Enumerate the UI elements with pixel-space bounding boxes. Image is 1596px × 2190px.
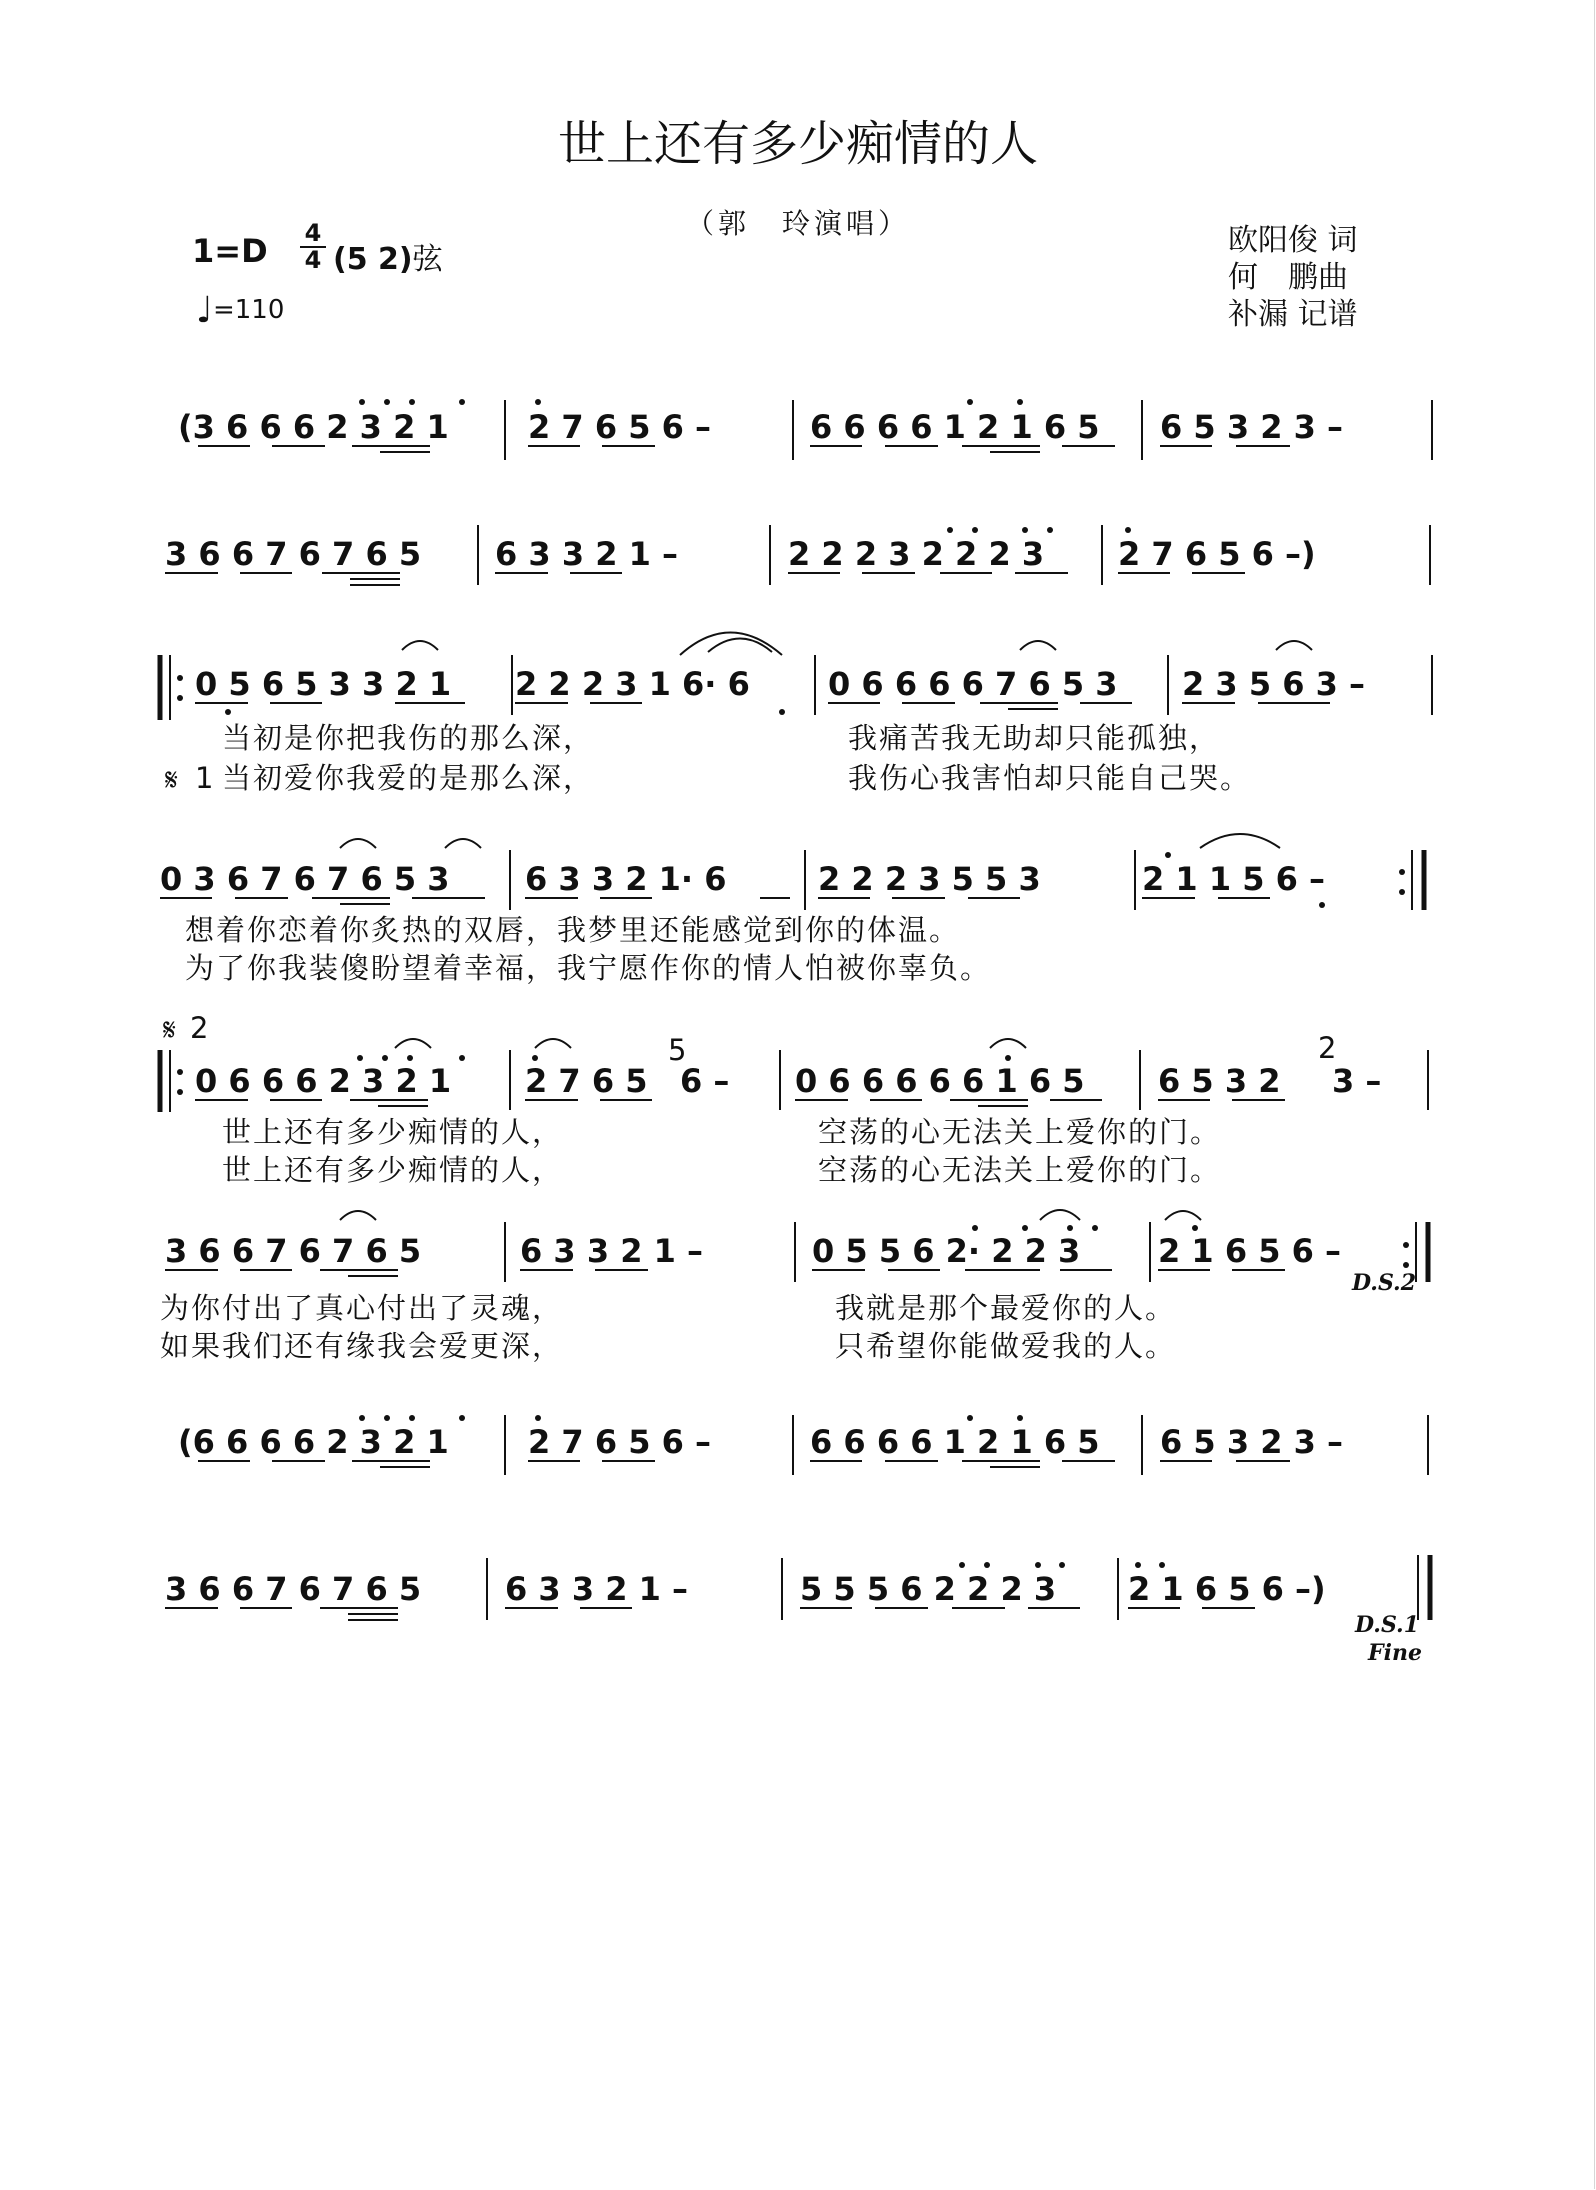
note-text: 2 2 2 3 1 6· 6: [515, 665, 750, 703]
note-text: 6 5 3 2 3 –: [1160, 408, 1344, 446]
note-text: 2 7 6 5 6 –: [528, 408, 712, 446]
note-text: 0 5 5 6 2· 2 2 3: [812, 1232, 1081, 1270]
score-line-5: [160, 1011, 1428, 1187]
note-text: 6 3 3 2 1 –: [520, 1232, 704, 1270]
grace-note: 5: [668, 1033, 689, 1067]
note-text: 2 1 6 5 6 –): [1128, 1570, 1326, 1608]
score-line-3: [160, 633, 1432, 799]
lyric-line-v2a: 如果我们还有缘我会爱更深，: [160, 1329, 564, 1363]
lyric-line-v1a: 世上还有多少痴情的人，: [222, 1115, 564, 1149]
note-text: 3 6 6 7 6 7 6 5: [165, 535, 422, 573]
tempo-value: =110: [212, 295, 285, 325]
note-text: 2 2 2 3 5 5 3: [818, 860, 1041, 898]
ties: [340, 834, 1280, 848]
transcriber-credit: 补漏 记谱: [1228, 297, 1358, 332]
lyric-line-v2: 为了你我装傻盼望着幸福，我宁愿作你的情人怕被你辜负。: [185, 951, 992, 985]
note-text: 2 1 6 5 6 –: [1158, 1232, 1342, 1270]
note-text: 6 5 3 2 3 –: [1160, 1423, 1344, 1461]
note-text: 6 3 3 2 1 –: [505, 1570, 689, 1608]
lyric-line-v1a: 为你付出了真心付出了灵魂，: [160, 1291, 564, 1325]
note-text: 0 6 6 6 2 3 2 1: [195, 1062, 452, 1100]
score-line-8: [165, 1555, 1430, 1666]
underlines: [195, 1100, 1285, 1106]
lyricist-credit: 欧阳俊 词: [1228, 223, 1358, 258]
ties: [340, 1210, 1201, 1220]
note-text: 0 6 6 6 6 6 1 6 5: [795, 1062, 1085, 1100]
octave-dots: [947, 527, 1131, 533]
note-text: 3 –: [1332, 1062, 1382, 1100]
note-text: 2 3 5 6 3 –: [1182, 665, 1366, 703]
segno-label: 2: [190, 1011, 211, 1045]
note-text: 3 6 6 7 6 7 6 5: [165, 1232, 422, 1270]
quarter-note-icon: ♩: [196, 290, 213, 331]
note-text: 5 5 5 6 2 2 2 3: [800, 1570, 1057, 1608]
time-signature-bottom: 4: [304, 246, 322, 274]
octave-dots: [972, 1225, 1198, 1231]
score-line-2: [165, 525, 1430, 585]
segno-icon: 𝄋: [163, 1013, 176, 1048]
note-text: 0 3 6 7 6 7 6 5 3: [160, 860, 450, 898]
note-text: 2 7 6 5: [525, 1062, 648, 1100]
octave-dots: [359, 399, 1023, 405]
ties: [395, 1039, 1026, 1048]
lyric-line-v1b: 我就是那个最爱你的人。: [835, 1291, 1177, 1325]
ds-marking: D.S.1: [1355, 1612, 1420, 1638]
key-signature: 1=D: [192, 232, 268, 270]
lyric-line-v1a: 当初是你把我伤的那么深，: [222, 721, 595, 755]
note-text: 6 5 3 2: [1158, 1062, 1281, 1100]
note-text: 0 5 6 5 3 3 2 1: [195, 665, 452, 703]
underlines: [198, 446, 1290, 452]
underlines: [165, 1608, 1255, 1620]
underlines: [165, 573, 1245, 585]
lyric-line-v1: 想着你恋着你炙热的双唇，我梦里还能感觉到你的体温。: [185, 913, 961, 947]
note-text: (6 6 6 6 2 3 2 1: [178, 1423, 449, 1461]
underlines: [195, 703, 1330, 709]
performer-subtitle: （郭 玲演唱）: [685, 207, 910, 240]
underlines: [165, 1270, 1285, 1276]
note-text: 2 2 2 3 2 2 2 3: [788, 535, 1045, 573]
lyric-line-v1b: 空荡的心无法关上爱你的门。: [818, 1115, 1222, 1149]
intro-instrument: 弦: [412, 242, 443, 277]
note-text: (3 6 6 6 2 3 2 1: [178, 408, 449, 446]
note-text: 6 3 3 2 1 –: [495, 535, 679, 573]
song-title: 世上还有多少痴情的人: [557, 116, 1038, 172]
note-text: 0 6 6 6 6 7 6 5 3: [828, 665, 1118, 703]
note-text: 2 7 6 5 6 –): [1118, 535, 1316, 573]
note-text: 2 7 6 5 6 –: [528, 1423, 712, 1461]
ties: [402, 633, 1312, 656]
octave-dots: [359, 1415, 1023, 1421]
grace-note: 2: [1318, 1031, 1339, 1065]
note-text: 6 3 3 2 1· 6: [525, 860, 727, 898]
note-text: 6 6 6 6 1 2 1 6 5: [810, 1423, 1100, 1461]
note-text: 3 6 6 7 6 7 6 5: [165, 1570, 422, 1608]
underlines: [198, 1461, 1290, 1467]
intro-note-values: (5 2): [333, 242, 413, 277]
lyric-line-v1b: 我痛苦我无助却只能孤独，: [848, 721, 1221, 755]
octave-dots: [959, 1562, 1165, 1568]
segno-icon: 𝄋: [165, 763, 178, 798]
note-text: 6 6 6 6 1 2 1 6 5: [810, 408, 1100, 446]
lyric-line-v2a: 当初爱你我爱的是那么深，: [222, 761, 595, 795]
score-line-7: [178, 1415, 1428, 1475]
lyric-line-v2b: 我伤心我害怕却只能自己哭。: [848, 761, 1252, 795]
segno-label: 1: [195, 761, 216, 795]
note-text: 6 –: [680, 1062, 730, 1100]
ds-marking: D.S.2: [1352, 1270, 1417, 1296]
underlines: [160, 898, 1270, 904]
time-signature-top: 4: [304, 219, 322, 247]
composer-credit: 何 鹏曲: [1228, 260, 1348, 295]
lyric-line-v2a: 世上还有多少痴情的人，: [222, 1153, 564, 1187]
score-line-6: [160, 1210, 1428, 1363]
lyric-line-v2b: 只希望你能做爱我的人。: [835, 1329, 1177, 1363]
score-line-1: [178, 399, 1432, 460]
note-text: 2 1 1 5 6 –: [1142, 860, 1326, 898]
score-line-4: [160, 834, 1424, 985]
fine-marking: Fine: [1368, 1640, 1422, 1666]
lyric-line-v2b: 空荡的心无法关上爱你的门。: [818, 1153, 1222, 1187]
